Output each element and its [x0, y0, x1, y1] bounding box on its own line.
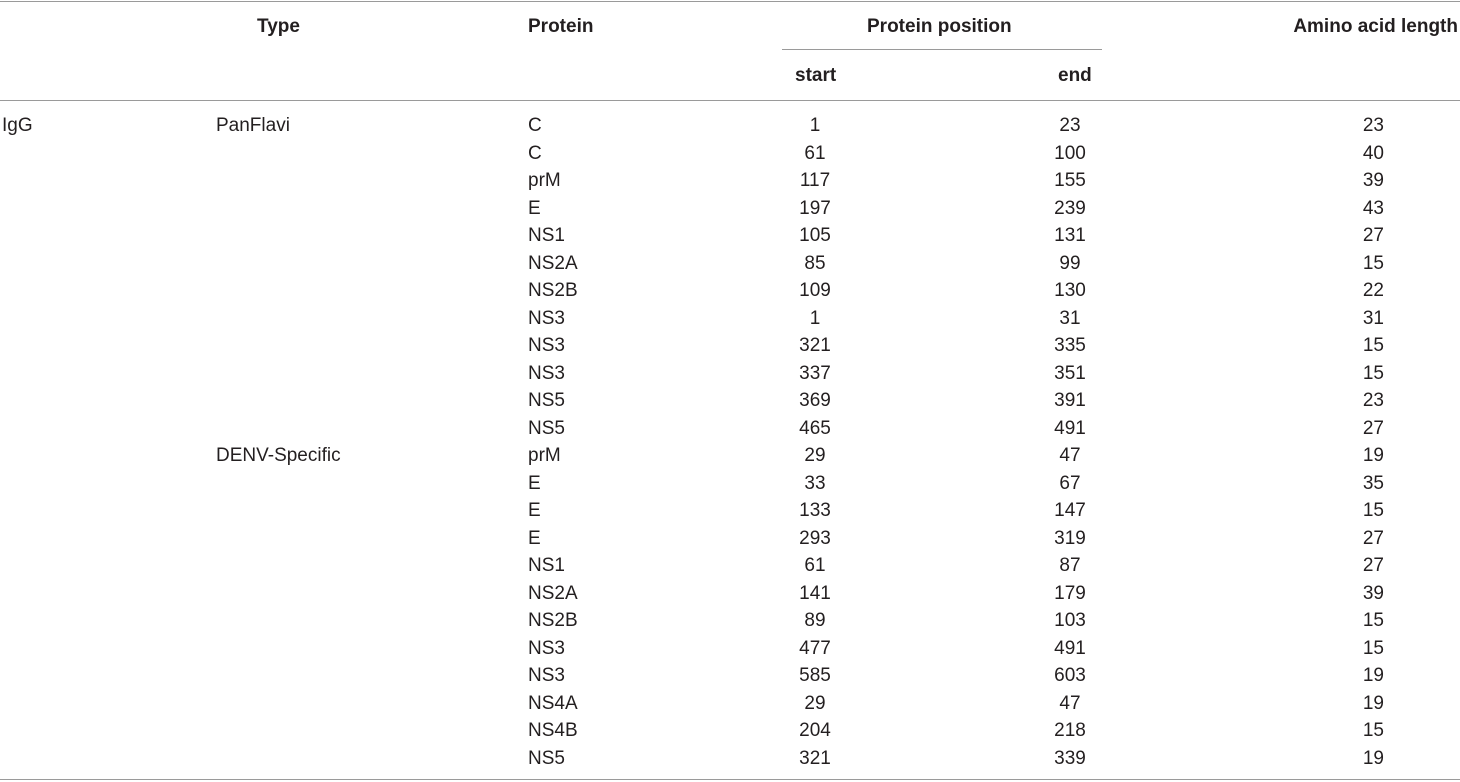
cell-length: 15 [1362, 362, 1384, 384]
cell-protein: C [528, 142, 542, 164]
cell-end: 130 [1054, 280, 1086, 301]
table-row [0, 552, 1460, 580]
cell-group: IgG [2, 115, 33, 136]
cell-start: 465 [799, 417, 831, 439]
cell-start: 29 [804, 692, 826, 714]
cell-start: 61 [804, 142, 826, 164]
cell-start: 337 [799, 362, 831, 384]
cell-start: 33 [804, 472, 826, 494]
cell-end: 100 [1054, 142, 1086, 164]
table-bottom-rule [0, 779, 1460, 780]
cell-length: 19 [1362, 692, 1384, 714]
cell-end: 603 [1054, 665, 1086, 686]
cell-length: 15 [1362, 500, 1384, 521]
cell-end: 47 [1059, 445, 1081, 466]
cell-start: 477 [799, 637, 831, 659]
table-row [0, 167, 1460, 195]
cell-protein: E [528, 197, 541, 219]
table-row [0, 222, 1460, 250]
cell-protein: NS3 [528, 665, 565, 686]
cell-start: 117 [799, 170, 831, 191]
table-row [0, 442, 1460, 470]
cell-protein: prM [528, 445, 561, 466]
cell-end: 23 [1059, 115, 1081, 136]
cell-protein: NS2A [528, 252, 578, 274]
cell-protein: NS5 [528, 417, 565, 439]
cell-protein: NS3 [528, 362, 565, 384]
cell-length: 22 [1362, 280, 1384, 301]
cell-protein: E [528, 472, 541, 494]
header-protein: Protein [528, 16, 594, 37]
cell-end: 491 [1054, 417, 1086, 439]
cell-protein: NS3 [528, 307, 565, 329]
header-protein-position: Protein position [867, 16, 1012, 37]
table-row [0, 140, 1460, 168]
cell-type: DENV-Specific [216, 445, 341, 466]
table-row [0, 387, 1460, 415]
cell-start: 321 [799, 335, 831, 356]
table-row [0, 690, 1460, 718]
cell-length: 27 [1362, 225, 1384, 246]
cell-protein: E [528, 527, 541, 549]
cell-start: 197 [799, 197, 831, 219]
header-amino-acid-length: Amino acid length [1293, 16, 1458, 37]
cell-length: 15 [1362, 335, 1384, 356]
cell-start: 109 [799, 280, 831, 301]
cell-length: 39 [1362, 582, 1384, 604]
cell-length: 23 [1362, 390, 1384, 411]
cell-end: 67 [1059, 472, 1081, 494]
cell-protein: NS4B [528, 720, 578, 741]
cell-protein: NS2B [528, 280, 578, 301]
cell-length: 31 [1362, 307, 1384, 329]
cell-protein: NS3 [528, 335, 565, 356]
cell-protein: NS4A [528, 692, 578, 714]
table-row [0, 525, 1460, 553]
cell-length: 27 [1362, 555, 1384, 576]
cell-end: 239 [1054, 197, 1086, 219]
table-body [0, 112, 1460, 772]
table-row [0, 717, 1460, 745]
cell-end: 319 [1054, 527, 1086, 549]
cell-start: 1 [809, 307, 821, 329]
cell-start: 105 [799, 225, 831, 246]
header-type: Type [257, 16, 300, 37]
cell-end: 339 [1054, 747, 1086, 769]
cell-end: 179 [1054, 582, 1086, 604]
cell-protein: NS5 [528, 747, 565, 769]
cell-length: 15 [1362, 610, 1384, 631]
cell-protein: NS2B [528, 610, 578, 631]
cell-length: 19 [1362, 445, 1384, 466]
table-row [0, 360, 1460, 388]
cell-start: 133 [799, 500, 831, 521]
cell-protein: C [528, 115, 542, 136]
cell-length: 19 [1362, 747, 1384, 769]
cell-protein: prM [528, 170, 561, 191]
table-row [0, 745, 1460, 773]
cell-length: 27 [1362, 417, 1384, 439]
header-end: end [1058, 65, 1092, 86]
cell-end: 391 [1054, 390, 1086, 411]
cell-length: 15 [1362, 252, 1384, 274]
cell-start: 141 [799, 582, 831, 604]
cell-length: 23 [1362, 115, 1384, 136]
table-row [0, 580, 1460, 608]
cell-length: 39 [1362, 170, 1384, 191]
cell-end: 99 [1059, 252, 1081, 274]
cell-start: 61 [804, 555, 826, 576]
cell-length: 15 [1362, 637, 1384, 659]
cell-end: 147 [1054, 500, 1086, 521]
table-row [0, 470, 1460, 498]
cell-length: 40 [1362, 142, 1384, 164]
table-row [0, 195, 1460, 223]
cell-start: 85 [804, 252, 826, 274]
cell-end: 87 [1059, 555, 1081, 576]
cell-length: 27 [1362, 527, 1384, 549]
cell-protein: E [528, 500, 541, 521]
cell-end: 131 [1054, 225, 1086, 246]
cell-start: 369 [799, 390, 831, 411]
table-row [0, 305, 1460, 333]
table-row [0, 277, 1460, 305]
cell-start: 204 [799, 720, 831, 741]
table-top-rule [0, 1, 1460, 2]
cell-start: 293 [799, 527, 831, 549]
cell-end: 351 [1054, 362, 1086, 384]
cell-length: 43 [1362, 197, 1384, 219]
cell-start: 29 [804, 445, 826, 466]
cell-length: 35 [1362, 472, 1384, 494]
table-row [0, 635, 1460, 663]
table-row [0, 497, 1460, 525]
cell-protein: NS3 [528, 637, 565, 659]
cell-end: 47 [1059, 692, 1081, 714]
table-row [0, 332, 1460, 360]
protein-position-span-rule [782, 49, 1102, 50]
table-row [0, 415, 1460, 443]
header-start: start [795, 65, 837, 86]
table-row [0, 112, 1460, 140]
table-row [0, 250, 1460, 278]
cell-end: 491 [1054, 637, 1086, 659]
cell-length: 19 [1362, 665, 1384, 686]
cell-protein: NS2A [528, 582, 578, 604]
cell-end: 31 [1059, 307, 1081, 329]
cell-protein: NS5 [528, 390, 565, 411]
cell-start: 89 [804, 610, 826, 631]
cell-start: 321 [799, 747, 831, 769]
cell-length: 15 [1362, 720, 1384, 741]
table-row [0, 662, 1460, 690]
table-row [0, 607, 1460, 635]
cell-start: 1 [809, 115, 821, 136]
cell-type: PanFlavi [216, 115, 290, 136]
cell-protein: NS1 [528, 555, 565, 576]
cell-end: 103 [1054, 610, 1086, 631]
cell-end: 155 [1054, 170, 1086, 191]
cell-start: 585 [799, 665, 831, 686]
cell-end: 218 [1054, 720, 1086, 741]
cell-protein: NS1 [528, 225, 565, 246]
header-bottom-rule [0, 100, 1460, 101]
cell-end: 335 [1054, 335, 1086, 356]
